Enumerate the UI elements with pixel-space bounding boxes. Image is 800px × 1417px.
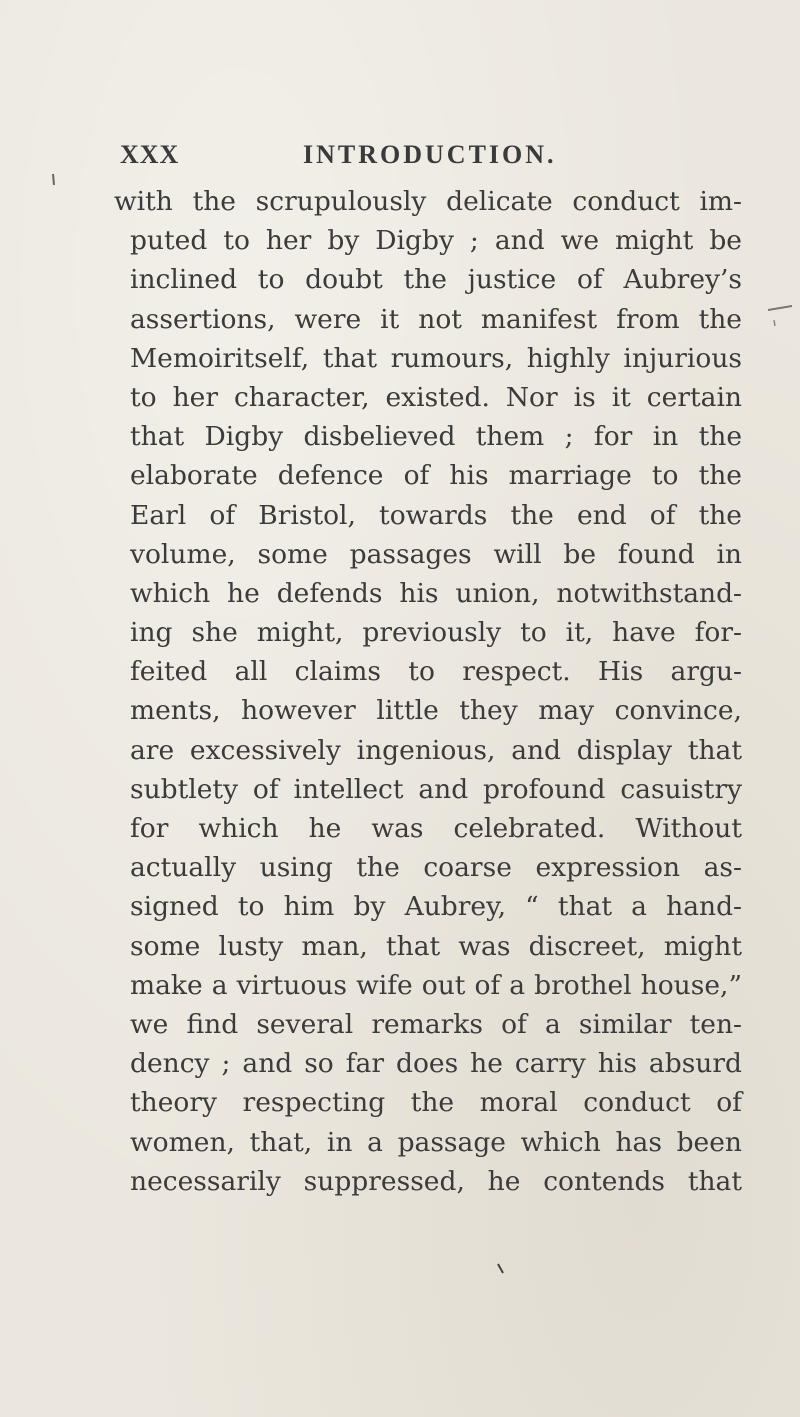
text-line: make a virtuous wife out of a brothel house,” — [130, 969, 742, 1001]
text-line: actually using the coarse expression as- — [130, 852, 742, 884]
text-line: inclined to doubt the justice of Aubrey’s — [130, 264, 742, 296]
text-line: signed to him by Aubrey, “ that a hand- — [130, 891, 742, 923]
text-line: ing she might, previously to it, have for- — [130, 617, 742, 649]
text-line: assertions, were it not manifest from the — [130, 303, 742, 335]
edge-mark — [764, 300, 794, 330]
text-line: subtlety of intellect and profound casuistry — [130, 773, 742, 805]
text-line: puted to her by Digby ; and we might be — [130, 225, 742, 257]
text-line: necessarily suppressed, he contends that — [130, 1165, 742, 1197]
body-text — [114, 182, 742, 1201]
page-number: XXX — [120, 140, 180, 169]
text-line: we find several remarks of a similar ten- — [130, 1008, 742, 1040]
text-line: dency ; and so far does he carry his absurd — [130, 1048, 742, 1080]
stray-ink-mark — [496, 1262, 506, 1276]
text-line: Memoiritself, that rumours, highly injurious — [130, 342, 742, 374]
text-line: for which he was celebrated. Without — [130, 813, 742, 844]
text-line: ments, however little they may convince, — [130, 695, 742, 727]
text-line: with the scrupulously delicate conduct im- — [114, 186, 742, 217]
text-line: women, that, in a passage which has been — [130, 1126, 742, 1158]
running-head: INTRODUCTION. — [303, 140, 557, 169]
text-line: to her character, existed. Nor is it certain — [130, 381, 742, 413]
text-line: volume, some passages will be found in — [130, 538, 742, 570]
text-line: which he defends his union, notwithstand- — [130, 577, 742, 609]
text-line: Earl of Bristol, towards the end of the — [130, 499, 742, 531]
text-line: theory respecting the moral conduct of — [130, 1087, 742, 1119]
text-line: feited all claims to respect. His argu- — [130, 656, 742, 688]
text-line: that Digby disbelieved them ; for in the — [130, 421, 742, 453]
text-line: elaborate defence of his marriage to the — [130, 460, 742, 492]
text-line: some lusty man, that was discreet, might — [130, 930, 742, 962]
text-line: are excessively ingenious, and display that — [130, 734, 742, 766]
page-header — [120, 140, 680, 180]
margin-mark — [50, 172, 58, 188]
